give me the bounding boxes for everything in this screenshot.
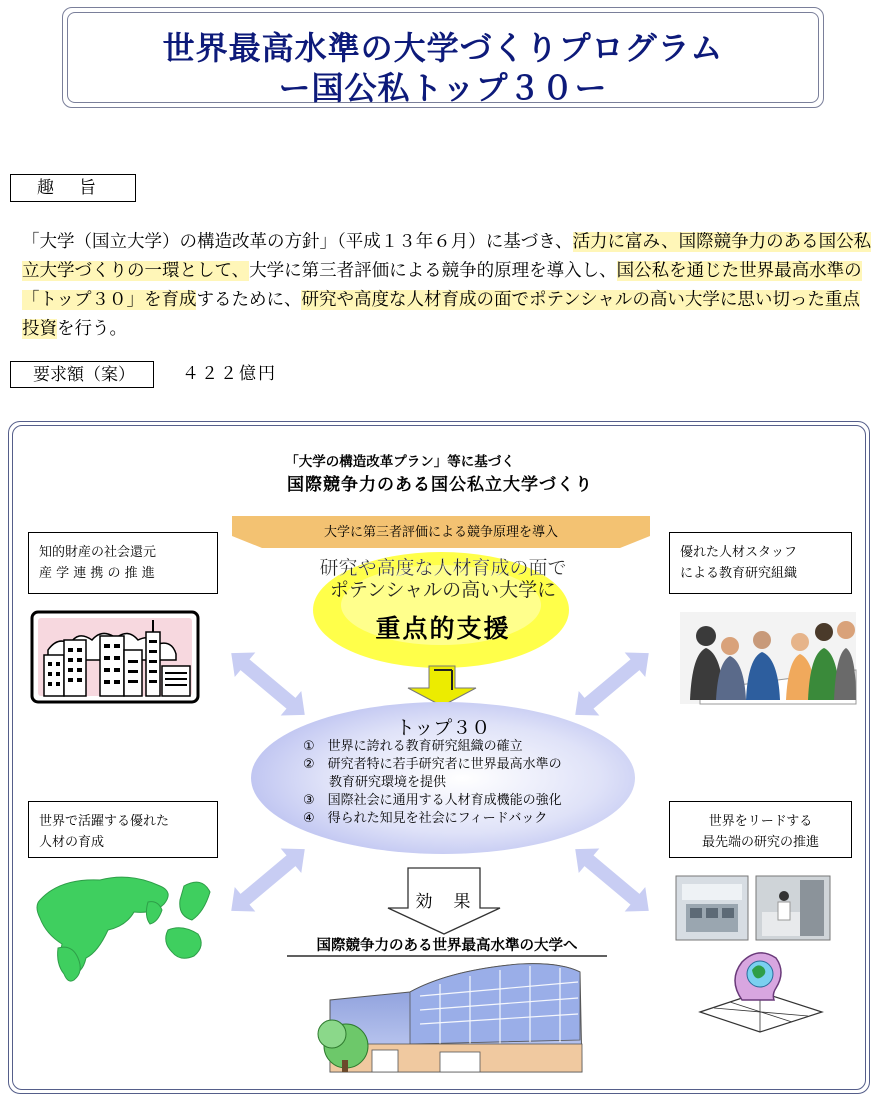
paragraph-text: を行う。 [57, 319, 127, 339]
main-goal-text: 国際競争力のある国公私立大学づくり [287, 475, 593, 495]
effect-label: 効 果 [415, 892, 473, 912]
top30-item-1: ① 世界に誇れる教育研究組織の確立 [303, 739, 523, 754]
box-research-line-1: 世界をリードする [708, 814, 813, 829]
global-thinking-icon [700, 953, 822, 1032]
box-talent-line-1: 世界で活躍する優れた [39, 814, 170, 829]
down-arrow-icon [408, 666, 476, 706]
top30-item-2: ② 研究者特に若手研究者に世界最高水準の [303, 757, 562, 772]
top30-item-4: ④ 得られた知見を社会にフィードバック [303, 811, 548, 826]
page-title-line-2: ー国公私トップ３０ー [278, 69, 608, 107]
box-ip-line-1: 知的財産の社会還元 [39, 545, 157, 560]
based-on-text: 「大学の構造改革プラン」等に基づく [285, 454, 515, 470]
highlighted-phrase: 国公私を通じた世界最高水準の「トップ３０」を育成 [22, 261, 862, 310]
result-text: 国際競争力のある世界最高水準の大学へ [316, 938, 578, 954]
box-ip-line-2: 産 学 連 携 の 推 進 [39, 566, 155, 581]
banner-text: 大学に第三者評価による競争原理を導入 [323, 525, 558, 540]
purpose-label: 趣 旨 [10, 174, 136, 202]
university-building-icon [318, 964, 582, 1072]
budget-label: 要求額（案） [10, 361, 154, 388]
top30-title: トップ３０ [395, 717, 491, 739]
box-ip-industry-collab [28, 532, 218, 594]
support-line-2: ポテンシャルの高い大学に [329, 579, 557, 601]
paragraph-text: 「大学（国立大学）の構造改革の方針」（平成１３年６月）に基づき、 [22, 232, 573, 252]
support-line-1: 研究や高度な人材育成の面で [319, 557, 567, 579]
highlighted-phrase: 研究や高度な人材育成の面でポテンシャルの高い大学に思い切った重点投資 [22, 290, 860, 339]
world-map-icon [37, 877, 210, 981]
laboratory-photos [676, 876, 830, 940]
meeting-people-icon [680, 612, 856, 704]
box-staff-organization [669, 532, 852, 594]
top30-item-2b: 教育研究環境を提供 [303, 775, 447, 790]
box-staff-line-1: 優れた人材スタッフ [680, 545, 798, 560]
box-staff-line-2: による教育研究組織 [680, 566, 798, 581]
box-leading-research [669, 801, 852, 858]
page-title-line-1: 世界最高水準の大学づくりプログラム [162, 29, 724, 67]
paragraph-text: 大学に第三者評価による競争的原理を導入し、 [249, 261, 617, 281]
city-skyline-icon [32, 612, 198, 702]
highlighted-phrase: 活力に富み、国際競争力のある国公私立大学づくりの一環として、 [22, 232, 872, 281]
paragraph-text: するために、 [196, 290, 302, 310]
budget-amount: ４２２億円 [182, 364, 277, 384]
top30-list [303, 738, 633, 828]
box-global-talent [28, 801, 218, 858]
support-emphasis: 重点的支援 [375, 614, 511, 643]
box-research-line-2: 最先端の研究の推進 [701, 835, 819, 850]
top30-item-3: ③ 国際社会に通用する人材育成機能の強化 [303, 793, 562, 808]
box-talent-line-2: 人材の育成 [39, 835, 105, 850]
